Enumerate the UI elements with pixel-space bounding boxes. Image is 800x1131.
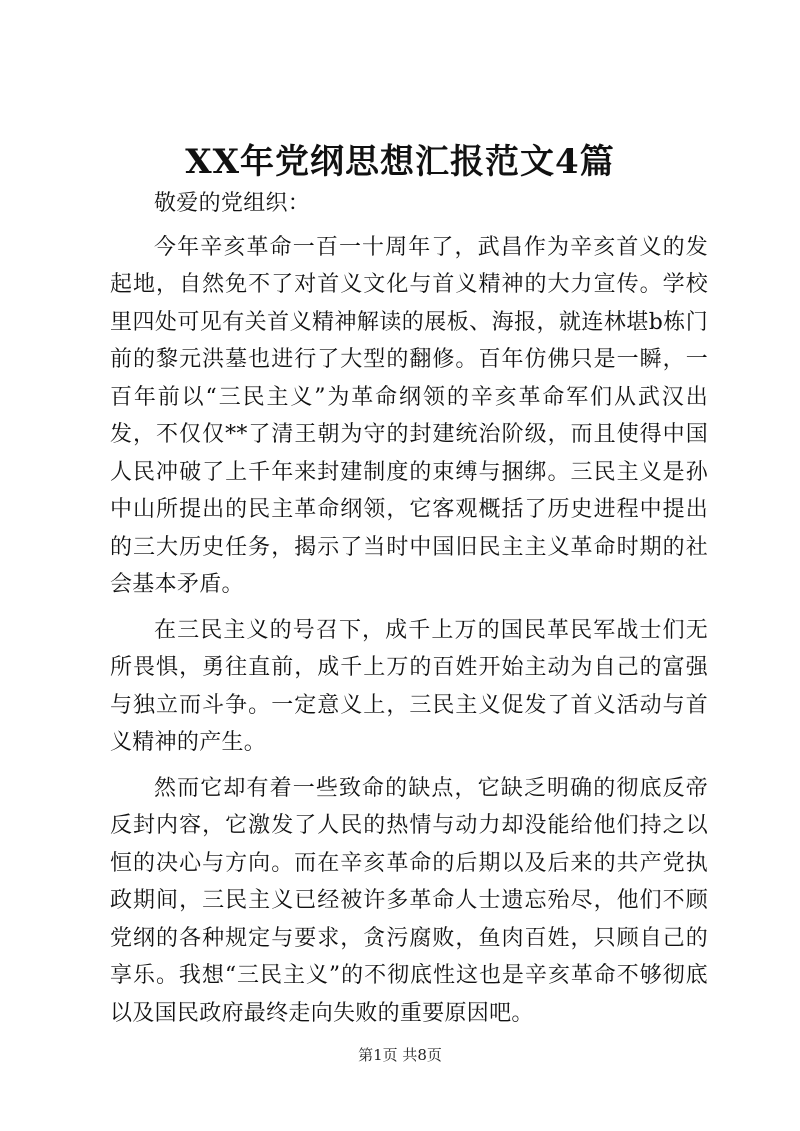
paragraph-2: 在三民主义的号召下，成千上万的国民革民军战士们无所畏惧，勇往直前，成千上万的百姓开始主动为自己的富强与独立而斗争。一定意义上，三民主义促发了首义活动与首义精神的产生。 [110,617,708,755]
paragraph-1: 今年辛亥革命一百一十周年了，武昌作为辛亥首义的发起地，自然免不了对首义文化与首义精神的大力宣传。学校里四处可见有关首义精神解读的展板、海报，就连林堪b栋门前的黎元洪墓也进行了大型的翻修。百年仿佛只是一瞬，一百年前以“三民主义”为革命纲领的辛亥革命军们从武汉出发，不仅仅**了清王朝为守的封建统治阶级，而且使得中国人民冲破了上千年来封建制度的束缚与捆绑。三民主义是孙中山所提出的民主革命纲领，它客观概括了历史进程中提出的三大历史任务，揭示了当时中国旧民主主义革命时期的社会基本矛盾。 [110,234,708,597]
paragraph-3: 然而它却有着一些致命的缺点，它缺乏明确的彻底反帝反封内容，它激发了人民的热情与动力却没能给他们持之以恒的决心与方向。而在辛亥革命的后期以及后来的共产党执政期间，三民主义已经被许多革命人士遗忘殆尽，他们不顾党纲的各种规定与要求，贪污腐败，鱼肉百姓，只顾自己的享乐。我想“三民主义”的不彻底性这也是辛亥革命不够彻底以及国民政府最终走向失败的重要原因吧。 [110,775,708,1026]
page-number: 第1页 共8页 [358,1046,442,1064]
page-footer [0,1045,800,1065]
document-title: XX年党纲思想汇报范文4篇 [185,142,615,182]
salutation: 敬爱的党组织： [154,191,311,216]
document-body [110,185,708,1040]
